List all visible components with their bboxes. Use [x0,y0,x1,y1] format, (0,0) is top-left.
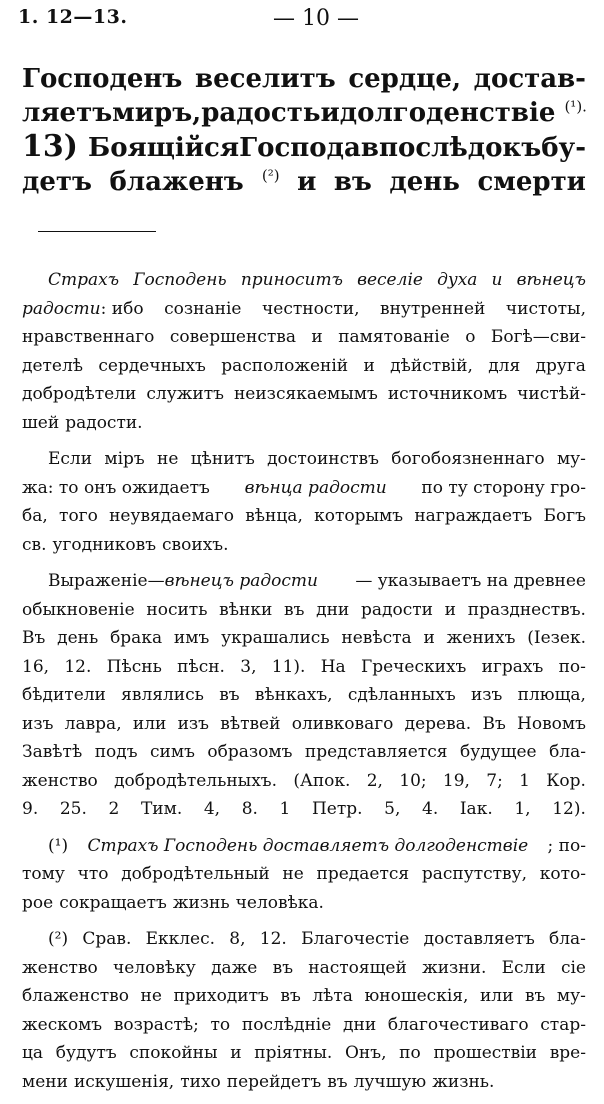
text-word: вѣнецъ [516,270,586,290]
text-word: добродѣтельный [121,864,270,884]
text-line [22,1011,586,1040]
verse-word: въ [333,167,372,197]
text-word: Страхъ [48,270,120,290]
text-line [22,295,586,324]
text-word: Кор. [546,770,586,791]
text-word: и [363,355,375,376]
text-word: послѣдніе [241,1014,332,1035]
text-word: тихо [180,1071,221,1092]
text-word: чистоты, [505,298,586,319]
text-word: человѣка. [235,892,324,913]
verse-reference: 1. 12—13. [18,6,128,28]
text-word: носить [146,599,208,620]
verse-line [22,96,586,130]
text-word: своихъ. [162,534,229,555]
text-word: бла- [549,929,586,949]
text-word: для [488,355,521,376]
text-word: 9. [22,799,39,819]
text-word: шей [22,412,60,433]
text-word: того [59,506,98,526]
text-word: бла- [549,742,586,762]
text-word: имъ [173,628,210,648]
text-word: 1 [519,770,530,791]
verse-word-with-footnote: блаженъ $^{(^2)}$ [109,166,280,197]
text-word: обыкновеніе [22,599,135,620]
text-line [22,710,586,739]
text-word: совершенства [169,327,296,347]
text-word: жизни. [422,957,487,978]
text-word: прошествіи [433,1043,538,1063]
text-run: радости: ибо [22,298,144,319]
text-word: предается [316,864,410,884]
text-word: 12. [259,929,287,949]
text-word: 4. [422,799,439,819]
text-line [22,860,586,889]
text-word: не [140,986,162,1006]
footnote-1 [22,832,586,918]
footnote-mark-2: (²) [261,166,280,185]
verse-word-with-footnote: долгоденствіе $^{(^1).}$ [339,97,587,128]
text-run-italic: Страхъ Господень доставляетъ долгоденствіе [87,835,529,856]
text-word: настоящей [308,957,407,978]
text-line [22,624,586,653]
text-word: лучшую [353,1071,427,1092]
text-word: являлись [121,685,204,705]
text-word: представляется [304,742,448,762]
text-word: даже [211,957,258,978]
commentary-paragraph [22,266,586,437]
text-word: неувядаемаго [109,506,234,526]
text-word: 10; [399,770,427,791]
text-word: благочестиваго [387,1014,529,1035]
text-word: служитъ [146,384,224,404]
text-run: ; по- [547,835,586,856]
text-word: неизсякаемымъ [233,384,378,404]
text-word: Если [48,449,93,469]
text-word: радости. [65,412,143,433]
text-word: Господень [133,270,227,290]
text-word: дерева. [404,713,472,734]
text-word: то [210,1014,231,1035]
text-word: будутъ [55,1043,117,1063]
text-word: цѣнитъ [190,449,255,469]
text-word: и [491,270,503,290]
text-line [22,982,586,1011]
verse-line [22,62,586,96]
text-line [22,653,586,682]
text-word: Онъ, [344,1043,387,1063]
text-line [22,531,586,560]
text-word: жизнь. [432,1071,495,1092]
text-word: приноситъ [240,270,343,290]
text-word: перейдетъ [226,1071,322,1092]
text-word: сіе [560,957,586,978]
text-word: въ [524,986,546,1006]
text-word: 8. [241,799,258,819]
text-word: Завѣтѣ [22,742,83,762]
text-word: Срав. [82,929,132,949]
verse-word: сердце, [348,64,461,94]
text-word: стар- [540,1014,586,1035]
text-line [22,832,586,861]
text-word: 25. [59,799,87,819]
text-word: 1 [279,799,291,819]
text-word: міръ [104,449,145,469]
text-word: 1, [514,799,531,819]
text-word: расположеній [221,355,349,376]
text-line [22,596,586,625]
text-word: оливковаго [291,713,394,734]
text-line [22,445,586,474]
text-word: которымъ [314,506,404,526]
verse-line [22,130,586,165]
text-run: жа: то онъ ожидаетъ [22,477,210,498]
text-line [22,767,586,796]
text-word: друга [535,355,586,376]
text-word: подъ [94,742,138,762]
text-word: тому [22,864,65,884]
text-word: рое [22,892,54,913]
text-word: брака [110,628,163,648]
text-word: человѣку [113,957,196,978]
text-word: распутству, [421,864,528,884]
text-word: о [465,327,476,347]
commentary-text [22,266,586,1104]
verse-word: детъ [22,167,92,197]
text-word: чистѣй- [517,384,586,404]
text-word: что [77,864,109,884]
text-word: Греческихъ [360,656,467,677]
text-word: празднествъ. [467,599,586,620]
text-word: и [230,1043,242,1063]
footnote-marker: (¹) [48,835,69,856]
text-line [22,889,586,918]
text-word: Если [501,957,546,978]
verse-word: бу- [541,133,586,163]
text-word: (Іезек. [527,628,586,648]
text-word: и [423,628,435,648]
text-word: плюща, [517,685,586,705]
text-word: въ [272,957,294,978]
scripture-verse [22,62,586,199]
text-word: (Апок. [293,770,351,791]
text-word: изъ [470,685,503,705]
verse-number: 13) [22,129,78,164]
verse-word: миръ, [112,98,202,128]
text-word: блаженство [22,986,129,1006]
verse-word: впослѣдокъ [360,133,542,163]
text-word: вре- [549,1043,586,1063]
text-word: ца [22,1043,44,1063]
text-word: угодниковъ [52,534,157,555]
text-word: день [57,628,99,648]
text-word: 16, [22,656,50,677]
text-word: 5, [384,799,401,819]
text-word: не [282,864,304,884]
text-word: 19, [442,770,470,791]
verse-word: день [389,167,460,197]
footnote-mark-1: (¹). [564,97,587,116]
verse-word: ляетъ [22,98,113,128]
text-run-italic: вѣнца радости [244,477,387,498]
text-word: бѣдители [22,685,106,705]
text-word: образомъ [207,742,293,762]
text-line [22,795,586,824]
text-word: не [157,449,179,469]
text-word: въ [280,986,301,1006]
text-word: награждаетъ [414,506,533,526]
commentary-paragraph [22,567,586,824]
text-line [22,681,586,710]
text-word: му- [556,449,586,469]
verse-word: и [320,98,340,128]
text-word: детелѣ [22,355,84,376]
text-word: вѣтвей [220,713,281,734]
commentary-paragraph [22,445,586,559]
text-word: дѣйствій, [390,355,473,376]
text-word: украшались [221,628,330,648]
text-word: Въ [22,628,46,648]
text-line [22,266,586,295]
text-word: будущее [459,742,537,762]
text-word: спокойны [129,1043,218,1063]
running-header [18,2,586,42]
text-word: играхъ [481,656,544,677]
text-line [22,738,586,767]
verse-word: и [297,167,317,197]
text-line [22,1039,586,1068]
verse-word: Господенъ [22,64,183,94]
text-line [22,925,586,954]
footnote-2 [22,925,586,1096]
text-word: Тим. [140,799,183,819]
verse-word: смерти [477,167,586,197]
text-word: 12. [64,656,92,677]
text-word: сокращаетъ [59,892,167,913]
text-word: памятованіе [338,327,450,347]
text-word: Богѣ—сви- [490,327,586,347]
text-word: му- [556,986,586,1006]
text-line [22,352,586,381]
text-word: веселіе [357,270,423,290]
text-word: вѣнкахъ, [254,685,333,705]
text-word: приходитъ [173,986,269,1006]
text-word: нравственнаго [22,327,155,347]
text-line [22,380,586,409]
text-word: доставляетъ [423,929,535,949]
text-word: 2 [108,799,120,819]
verse-line [22,165,586,199]
text-word: честности, [262,298,360,319]
text-word: и [311,327,323,347]
verse-word: Боящійся [88,133,240,163]
text-word: 7; [486,770,503,791]
text-word: Екклес. [145,929,216,949]
text-word: добродѣтели [22,384,137,404]
text-word: На [320,656,346,677]
text-word: внутренней [380,298,486,319]
text-run: — указываетъ на древнее [355,571,586,591]
text-run: по ту сторону гро- [421,477,586,498]
verse-word: достав- [473,64,586,94]
text-word: вѣнки [219,599,273,620]
text-word: дни [343,1014,377,1035]
text-word: женство [22,957,98,978]
text-word: (²) [48,929,69,949]
text-word: мени [22,1071,68,1092]
text-word: духа [437,270,478,290]
text-word: симъ [150,742,195,762]
text-word: изъ [177,713,209,734]
text-word: по [399,1043,421,1063]
text-word: пріятны. [254,1043,333,1063]
text-word: ба, [22,506,48,526]
text-line [22,954,586,983]
text-word: богобоязненнаго [391,449,545,469]
text-line [22,567,586,596]
verse-word: веселитъ [195,64,336,94]
text-line [22,409,586,438]
text-word: 11). [271,656,306,677]
text-word: Іак. [459,799,493,819]
page-number: — 10 — [273,6,359,31]
text-word: юношескія, [364,986,469,1006]
text-word: по- [558,656,586,677]
text-word: св. [22,534,47,555]
text-word: или [479,986,514,1006]
text-word: сердечныхъ [98,355,206,376]
text-word: дни [316,599,350,620]
text-word: женство [22,770,98,791]
text-word: лавра, [64,713,122,734]
text-word: источникомъ [387,384,508,404]
text-word: въ [219,685,240,705]
text-word: Пѣснь [106,656,162,677]
text-word: радости [360,599,433,620]
text-line [22,474,586,503]
text-word: Новомъ [517,713,586,734]
text-word: жескомъ [22,1014,103,1035]
text-word: 2, [366,770,383,791]
text-word: искушенія, [73,1071,175,1092]
text-word: 8, [229,929,246,949]
text-word: жизнь [172,892,230,913]
text-word: въ [327,1071,348,1092]
text-line [22,1068,586,1097]
text-word: женихъ [446,628,516,648]
text-word: кото- [539,864,586,884]
text-word: Благочестіе [301,929,410,949]
text-word: Богъ [543,506,586,526]
text-run: Выраженіе—вѣнецъ радости [48,571,318,591]
text-word: вѣнца, [245,506,303,526]
verse-word: Господа [239,133,361,163]
text-word: достоинствъ [267,449,379,469]
section-divider [38,231,156,232]
text-word: сознаніе [164,298,242,319]
text-word: изъ [22,713,54,734]
text-word: Петр. [311,799,363,819]
text-line [22,323,586,352]
text-word: и [444,599,457,620]
text-word: сдѣланныхъ [347,685,456,705]
text-word: или [132,713,167,734]
text-word: въ [284,599,305,620]
text-word: невѣста [341,628,412,648]
text-word: 4, [203,799,221,819]
text-word: лѣта [312,986,353,1006]
text-word: возрастѣ; [113,1014,199,1035]
text-word: Въ [482,713,506,734]
text-word: добродѣтельныхъ. [114,770,278,791]
text-line [22,502,586,531]
text-word: пѣсн. [177,656,225,677]
text-word: 3, [240,656,257,677]
verse-word: радость [201,98,321,128]
text-word: 12). [552,799,586,819]
